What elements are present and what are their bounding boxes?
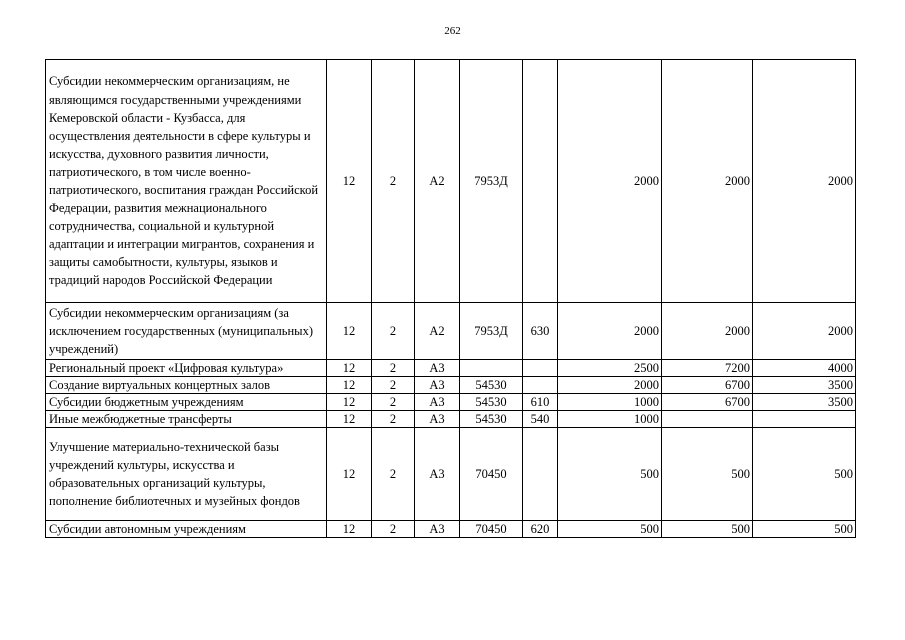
amount-3: 4000 xyxy=(753,360,856,377)
section-code: 12 xyxy=(327,521,372,538)
amount-2: 2000 xyxy=(662,303,753,360)
row-name: Субсидии автономным учреждениям xyxy=(46,521,327,538)
direction-code xyxy=(460,360,523,377)
expense-type-code xyxy=(523,428,558,521)
amount-1: 1000 xyxy=(558,394,662,411)
program-code: А3 xyxy=(415,411,460,428)
direction-code: 7953Д xyxy=(460,303,523,360)
direction-code: 70450 xyxy=(460,521,523,538)
table-row xyxy=(46,60,856,303)
expense-type-code xyxy=(523,377,558,394)
expense-type-code: 620 xyxy=(523,521,558,538)
expense-type-code: 540 xyxy=(523,411,558,428)
section-code: 12 xyxy=(327,428,372,521)
program-code: А3 xyxy=(415,428,460,521)
direction-code: 70450 xyxy=(460,428,523,521)
expense-type-code xyxy=(523,60,558,303)
amount-2: 6700 xyxy=(662,377,753,394)
subsection-code: 2 xyxy=(372,521,415,538)
page-number: 262 xyxy=(444,25,461,37)
table-row xyxy=(46,360,856,377)
expense-type-code: 610 xyxy=(523,394,558,411)
expense-type-code: 630 xyxy=(523,303,558,360)
amount-1: 2500 xyxy=(558,360,662,377)
program-code: А3 xyxy=(415,521,460,538)
subsection-code: 2 xyxy=(372,394,415,411)
amount-2: 2000 xyxy=(662,60,753,303)
amount-3: 500 xyxy=(753,521,856,538)
subsection-code: 2 xyxy=(372,377,415,394)
amount-1: 500 xyxy=(558,428,662,521)
program-code: А2 xyxy=(415,60,460,303)
program-code: А3 xyxy=(415,394,460,411)
section-code: 12 xyxy=(327,360,372,377)
amount-3: 3500 xyxy=(753,377,856,394)
table-row xyxy=(46,394,856,411)
row-name: Иные межбюджетные трансферты xyxy=(46,411,327,428)
subsection-code: 2 xyxy=(372,411,415,428)
direction-code: 54530 xyxy=(460,394,523,411)
section-code: 12 xyxy=(327,394,372,411)
amount-3: 2000 xyxy=(753,303,856,360)
subsection-code: 2 xyxy=(372,60,415,303)
program-code: А3 xyxy=(415,360,460,377)
amount-3: 2000 xyxy=(753,60,856,303)
amount-2 xyxy=(662,411,753,428)
row-name: Региональный проект «Цифровая культура» xyxy=(46,360,327,377)
row-name: Улучшение материально-технической базы учреждений культуры, искусства и образовательных организаций культуры, пополнение библиотечных и музейных фондов xyxy=(46,428,327,521)
section-code: 12 xyxy=(327,411,372,428)
subsection-code: 2 xyxy=(372,303,415,360)
table-row xyxy=(46,411,856,428)
subsection-code: 2 xyxy=(372,360,415,377)
direction-code: 54530 xyxy=(460,377,523,394)
section-code: 12 xyxy=(327,377,372,394)
amount-1: 500 xyxy=(558,521,662,538)
row-name: Создание виртуальных концертных залов xyxy=(46,377,327,394)
amount-1: 1000 xyxy=(558,411,662,428)
amount-1: 2000 xyxy=(558,377,662,394)
amount-3: 3500 xyxy=(753,394,856,411)
program-code: А2 xyxy=(415,303,460,360)
budget-table xyxy=(45,59,856,538)
amount-1: 2000 xyxy=(558,303,662,360)
subsection-code: 2 xyxy=(372,428,415,521)
amount-2: 6700 xyxy=(662,394,753,411)
program-code: А3 xyxy=(415,377,460,394)
table-row xyxy=(46,303,856,360)
amount-2: 500 xyxy=(662,521,753,538)
table-row xyxy=(46,521,856,538)
table-row xyxy=(46,377,856,394)
amount-2: 7200 xyxy=(662,360,753,377)
row-name: Субсидии бюджетным учреждениям xyxy=(46,394,327,411)
amount-2: 500 xyxy=(662,428,753,521)
table-row xyxy=(46,428,856,521)
section-code: 12 xyxy=(327,60,372,303)
row-name: Субсидии некоммерческим организациям, не являющимся государственными учреждениями Кемеровской области - Кузбасса, для осуществления деятельности в сфере культуры и искусства, духовного развития личности, патриотического, в том числе военно-патриотического, воспитания граждан Российской Федерации, развития межнационального сотрудничества, социальной и культурной адаптации и интеграции мигрантов, сохранения и защиты самобытности, культуры, языков и традиций народов Российской Федерации xyxy=(46,60,327,303)
expense-type-code xyxy=(523,360,558,377)
row-name: Субсидии некоммерческим организациям (за исключением государственных (муниципальных) учреждений) xyxy=(46,303,327,360)
amount-3 xyxy=(753,411,856,428)
amount-3: 500 xyxy=(753,428,856,521)
direction-code: 54530 xyxy=(460,411,523,428)
amount-1: 2000 xyxy=(558,60,662,303)
direction-code: 7953Д xyxy=(460,60,523,303)
section-code: 12 xyxy=(327,303,372,360)
